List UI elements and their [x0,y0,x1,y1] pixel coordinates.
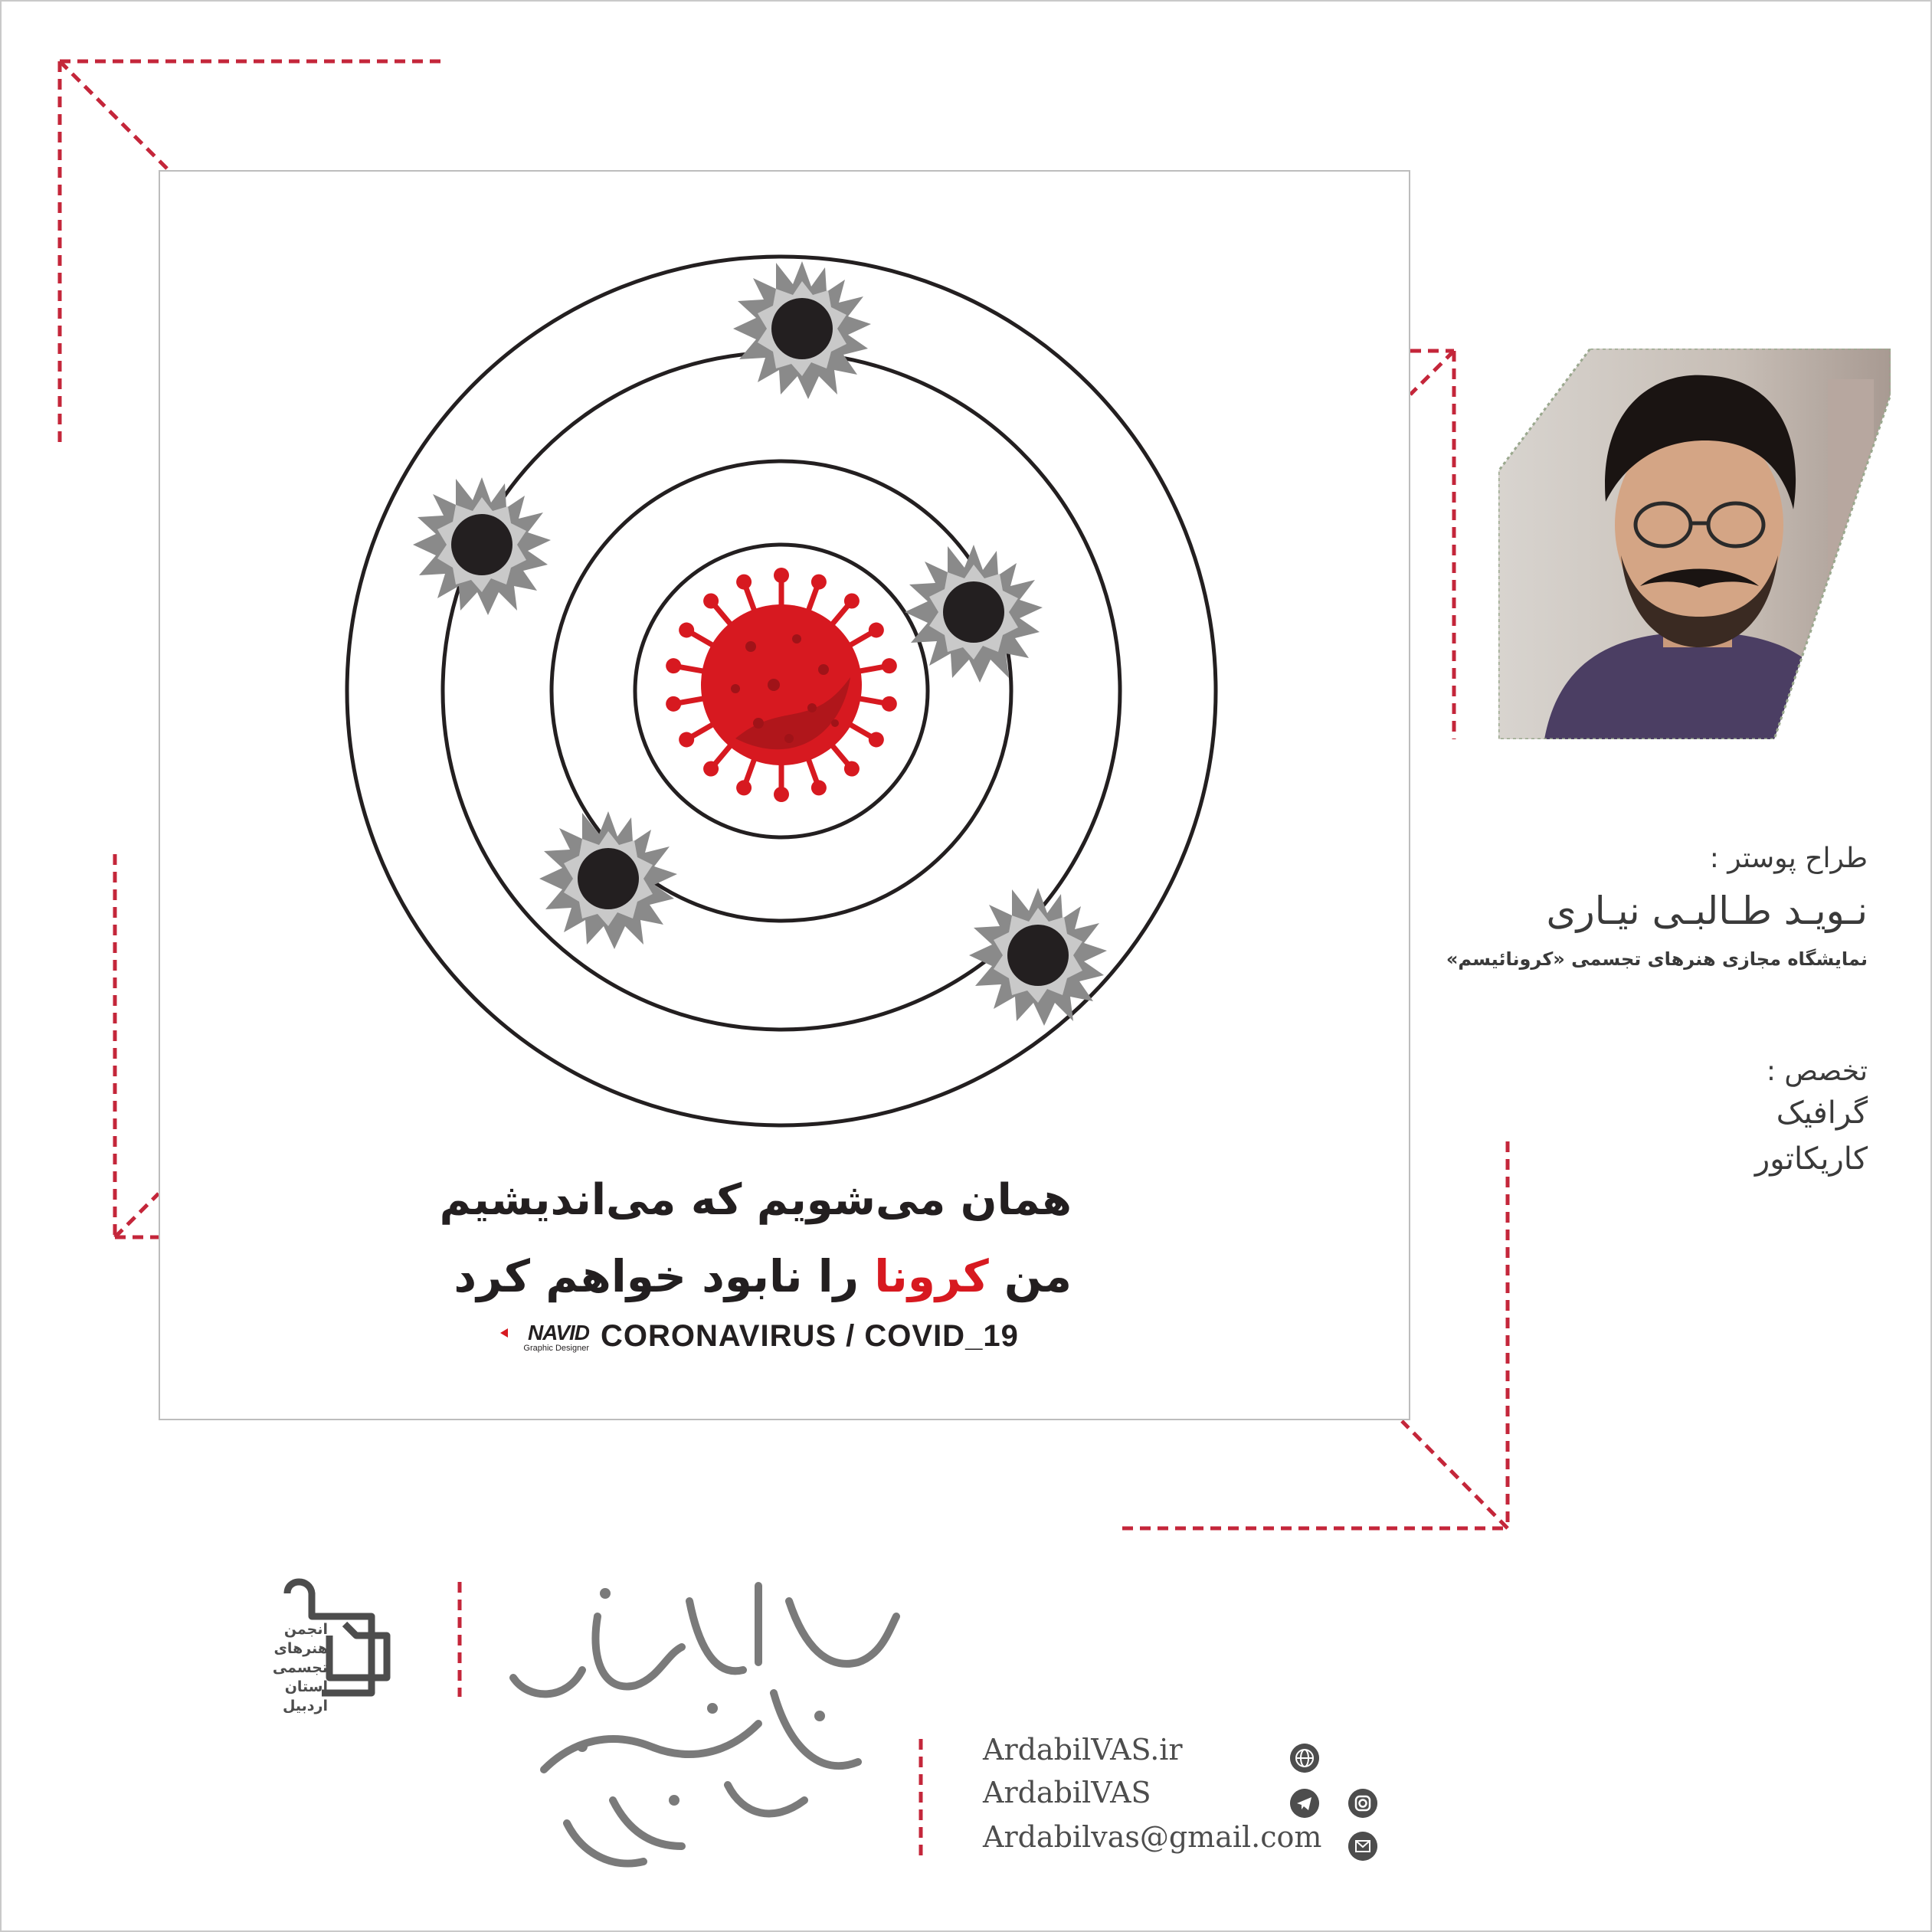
instagram-icon[interactable] [1348,1789,1377,1818]
envelope-icon[interactable] [1348,1832,1377,1861]
contact-social-handle[interactable]: ArdabilVAS [983,1776,1151,1809]
target-virus-illustration [160,172,1409,1419]
association-logo-text [244,1620,328,1716]
covid-caption: CORONAVIRUS / COVID_19 [601,1319,1019,1353]
designer-name: نـویـد طـالبـی نیـاری [1546,889,1868,933]
designer-label: طراح پوستر : [1709,843,1868,874]
coronavirus-icon [665,568,899,802]
poster-slogan-line-2 [454,1250,1072,1302]
slogan-highlight: کرونا [874,1250,989,1302]
slogan-part-2: را نابود خواهم کرد [454,1250,860,1302]
specialty-item-caricature: کاریکاتور [1754,1141,1868,1177]
specialty-label: تخصص : [1766,1056,1868,1087]
contact-email[interactable]: Ardabilvas@gmail.com [983,1820,1322,1854]
logo-text-line: هنرهای [273,1640,328,1657]
association-calligraphy-logo [498,1570,912,1877]
logo-text-line: انجمن [283,1621,328,1638]
designer-portrait [1498,349,1891,739]
signature-arrow-icon [500,1328,508,1338]
bullet-hole [413,477,551,615]
bullet-hole [733,261,871,399]
poster-card [159,170,1410,1420]
signature-subtitle: Graphic Designer [523,1344,589,1353]
bullet-hole [539,811,677,949]
poster-slogan-line-1: همان می‌شویم که می‌اندیشیم [439,1175,1072,1225]
globe-icon[interactable] [1290,1744,1319,1773]
signature-name: NAVID [527,1321,589,1344]
bullet-hole [969,888,1107,1026]
exhibition-name: نمایشگاه مجازی هنرهای تجسمی «کرونائیسم» [1446,948,1868,970]
logo-text-line: استان اردبیل [282,1678,328,1714]
specialty-item-graphic: گرافیک [1776,1095,1868,1131]
telegram-icon[interactable] [1290,1789,1319,1818]
logo-text-line: تجسمی [272,1659,328,1676]
contact-website[interactable]: ArdabilVAS.ir [983,1733,1183,1767]
navid-signature-logo [497,1321,589,1359]
slogan-part-1: من [1004,1250,1072,1302]
